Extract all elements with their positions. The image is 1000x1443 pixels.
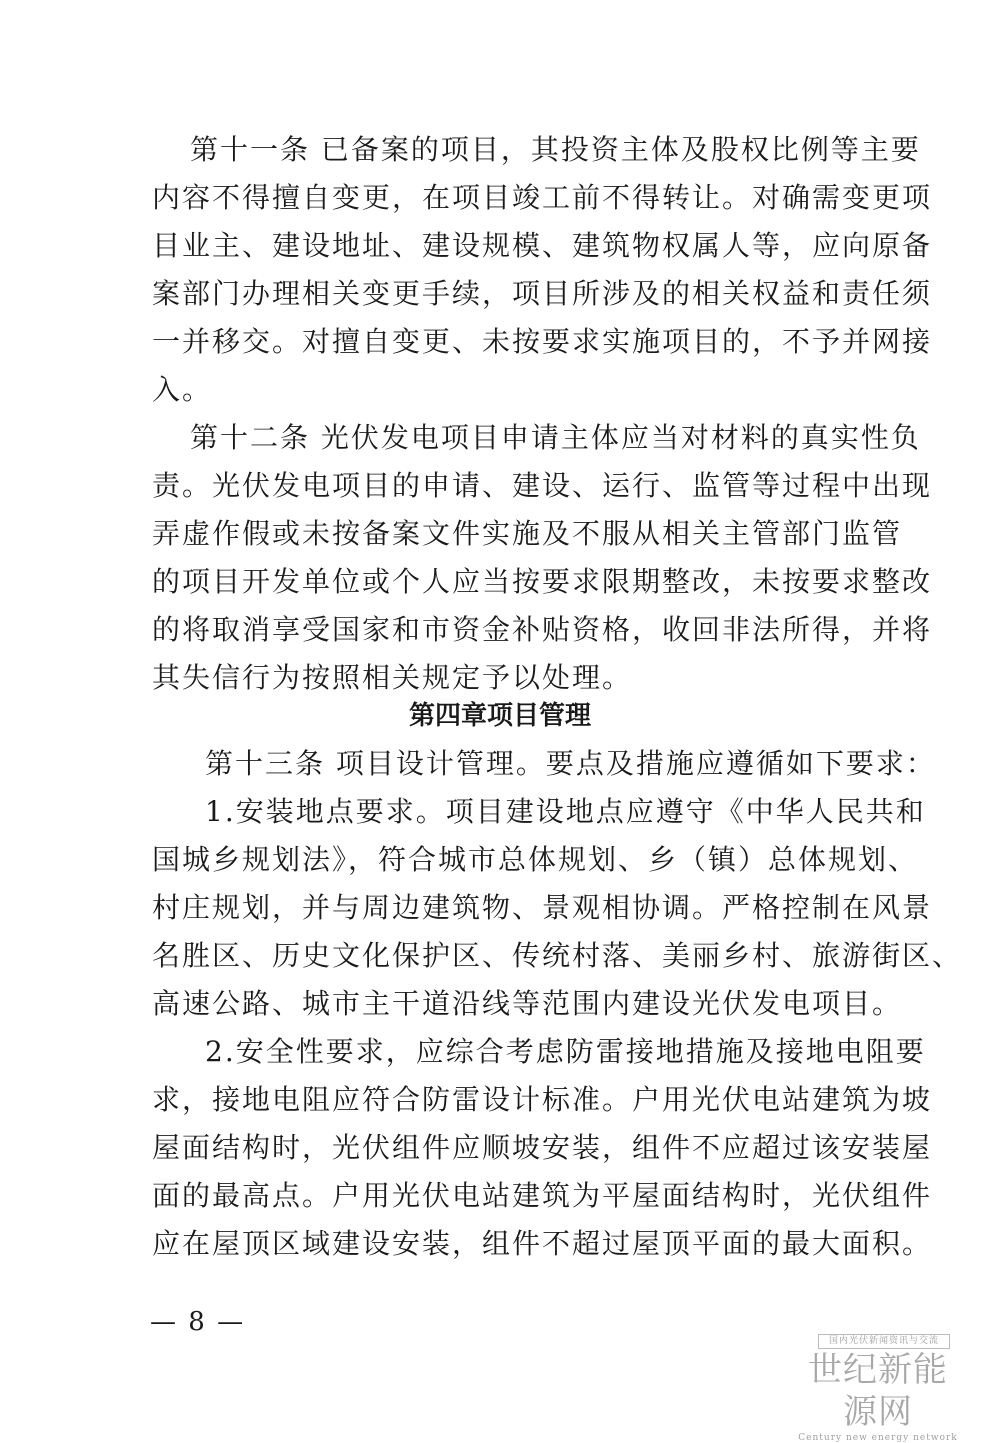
text-line <box>0 270 1000 318</box>
text-line <box>0 558 1000 606</box>
text-line <box>0 126 1000 174</box>
line-text: 责。光伏发电项目的申请、建设、运行、监管等过程中出现 <box>152 469 933 502</box>
text-line <box>0 1220 1000 1268</box>
watermark <box>798 1334 958 1443</box>
text-line <box>0 1124 1000 1172</box>
line-text: 入。 <box>152 373 213 406</box>
text-line <box>0 980 1000 1028</box>
text-line <box>0 510 1000 558</box>
text-line <box>0 366 1000 414</box>
text-line <box>0 740 1000 788</box>
line-text: 第十三条 项目设计管理。要点及措施应遵循如下要求： <box>205 747 936 780</box>
chapter-heading: 第四章项目管理 <box>408 701 591 731</box>
line-text: 内容不得擅自变更，在项目竣工前不得转让。对确需变更项 <box>152 181 933 214</box>
line-text: 第十二条 光伏发电项目申请主体应当对材料的真实性负 <box>190 421 921 454</box>
line-text: 国城乡规划法》，符合城市总体规划、乡（镇）总体规划、 <box>152 843 919 876</box>
line-text: 屋面结构时，光伏组件应顺坡安装，组件不应超过该安装屋 <box>152 1131 933 1164</box>
line-text: 目业主、建设地址、建设规模、建筑物权属人等，应向原备 <box>152 229 933 262</box>
line-text: 其失信行为按照相关规定予以处理。 <box>152 661 633 694</box>
line-text: 的项目开发单位或个人应当按要求限期整改，未按要求整改 <box>152 565 933 598</box>
line-text: 弄虚作假或未按备案文件实施及不服从相关主管部门监管 <box>152 517 903 550</box>
line-text: 村庄规划，并与周边建筑物、景观相协调。严格控制在风景 <box>152 891 933 924</box>
text-line <box>0 836 1000 884</box>
text-line <box>0 606 1000 654</box>
text-line <box>0 1172 1000 1220</box>
line-text: 应在屋顶区域建设安装，组件不超过屋顶平面的最大面积。 <box>152 1227 933 1260</box>
text-line <box>0 174 1000 222</box>
line-text: 面的最高点。户用光伏电站建筑为平屋面结构时，光伏组件 <box>152 1179 933 1212</box>
text-line <box>0 414 1000 462</box>
line-text: 1.安装地点要求。项目建设地点应遵守《中华人民共和 <box>205 795 926 828</box>
text-line <box>0 932 1000 980</box>
watermark-logo-text: 世纪新能源网 <box>808 1350 948 1432</box>
text-line <box>0 1028 1000 1076</box>
text-line <box>0 222 1000 270</box>
text-line <box>0 462 1000 510</box>
text-line <box>0 1076 1000 1124</box>
line-text: 高速公路、城市主干道沿线等范围内建设光伏发电项目。 <box>152 987 903 1020</box>
text-line <box>0 318 1000 366</box>
line-text: 的将取消享受国家和市资金补贴资格，收回非法所得，并将 <box>152 613 933 646</box>
text-line <box>0 788 1000 836</box>
line-text: 案部门办理相关变更手续，项目所涉及的相关权益和责任须 <box>152 277 933 310</box>
line-text: 求，接地电阻应符合防雷设计标准。户用光伏电站建筑为坡 <box>152 1083 933 1116</box>
line-text: 一并移交。对擅自变更、未按要求实施项目的，不予并网接 <box>152 325 933 358</box>
text-line <box>0 884 1000 932</box>
line-text: 第十一条 已备案的项目，其投资主体及股权比例等主要 <box>190 133 921 166</box>
line-text: 名胜区、历史文化保护区、传统村落、美丽乡村、旅游街区、 <box>152 939 963 972</box>
watermark-tag: 国内光伏新闻资讯与交流 <box>818 1334 950 1349</box>
page-number: — 8 — <box>150 1307 246 1337</box>
watermark-subtitle: Century new energy network <box>798 1433 958 1443</box>
line-text: 2.安全性要求，应综合考虑防雷接地措施及接地电阻要 <box>205 1035 926 1068</box>
